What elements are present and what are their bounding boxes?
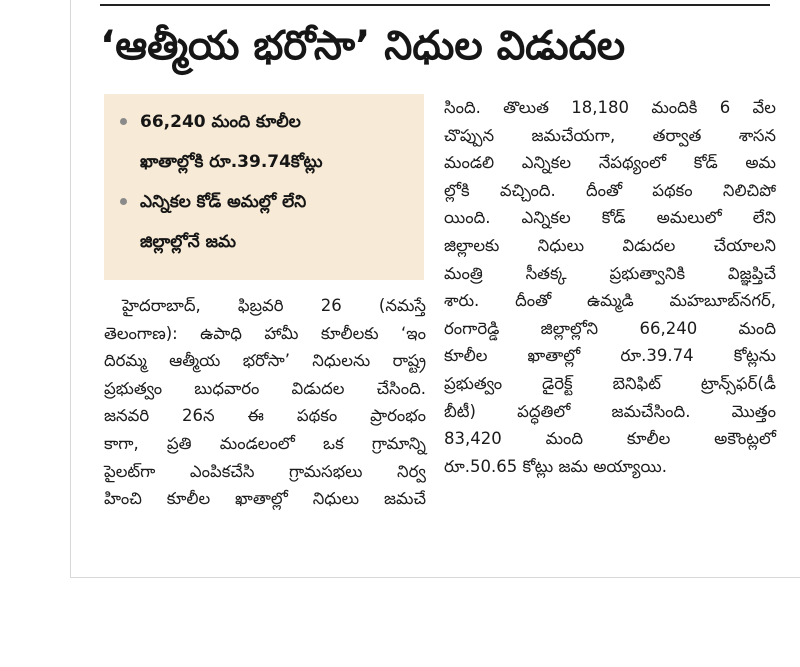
body-line: రూ.50.65 కోట్లు జమ అయ్యాయి. bbox=[444, 456, 667, 476]
highlight-item bbox=[116, 182, 416, 262]
body-line: కాగా, ప్రతి మండలంలో ఒక గ్రామాన్ని bbox=[104, 433, 426, 453]
body-line: దిరమ్మ ఆత్మీయ భరోసా’ నిధులను రాష్ట్ర bbox=[104, 351, 426, 371]
body-line: రంగారెడ్డి జిల్లాల్లోని 66,240 మంది bbox=[444, 318, 776, 338]
highlight-line: ఖాతాల్లోకి రూ.39.74కోట్లు bbox=[140, 152, 323, 172]
body-line: హైదరాబాద్, ఫిబ్రవరి 26 (నమస్తే bbox=[122, 296, 426, 315]
body-line: మంత్రి సీతక్క ప్రభుత్వానికి విజ్ఞప్తిచే bbox=[444, 263, 776, 283]
body-line: తెలంగాణ): ఉపాధి హామీ కూలీలకు ‘ఇం bbox=[104, 323, 426, 343]
body-line: ల్లోకి వచ్చింది. దీంతో పథకం నిలిచిపో bbox=[444, 180, 776, 200]
body-line: హించి కూలీల ఖాతాల్లో నిధులు జమచే bbox=[104, 489, 426, 509]
body-line: పైలట్‌గా ఎంపికచేసి గ్రామసభలు నిర్వ bbox=[104, 461, 426, 481]
top-rule bbox=[100, 4, 770, 6]
highlight-item bbox=[116, 102, 416, 182]
article-column-left bbox=[104, 292, 426, 513]
article-column-right bbox=[444, 94, 776, 480]
body-line: ప్రభుత్వం బుధవారం విడుదల చేసింది. bbox=[104, 378, 426, 398]
body-line: జనవరి 26న ఈ పథకం ప్రారంభం bbox=[104, 406, 426, 426]
highlight-line: జిల్లాల్లోనే జమ bbox=[140, 232, 236, 252]
body-line: యింది. ఎన్నికల కోడ్ అమలులో లేని bbox=[444, 208, 776, 228]
body-line: మండలి ఎన్నికల నేపథ్యంలో కోడ్ అమ bbox=[444, 153, 776, 173]
body-line: జిల్లాలకు నిధులు విడుదల చేయాలని bbox=[444, 235, 776, 255]
highlight-line: 66,240 మంది కూలీల bbox=[140, 112, 301, 132]
highlights-box bbox=[104, 94, 424, 280]
body-line: బీటీ) పద్ధతిలో జమచేసింది. మొత్తం bbox=[444, 401, 776, 421]
headline: ‘ఆత్మీయ భరోసా’ నిధుల విడుదల bbox=[100, 23, 626, 69]
body-line: శారు. దీంతో ఉమ్మడి మహబూబ్‌నగర్, bbox=[444, 291, 776, 311]
body-line: ప్రభుత్వం డైరెక్ట్ బెనిఫిట్ ట్రాన్స్‌ఫర్(డీ bbox=[444, 373, 776, 393]
bullet-icon bbox=[120, 118, 127, 125]
highlight-line: ఎన్నికల కోడ్ అమల్లో లేని bbox=[140, 192, 307, 212]
body-line: కూలీల ఖాతాల్లో రూ.39.74 కోట్లను bbox=[444, 346, 776, 366]
body-line: చొప్పున జమచేయగా, తర్వాత శాసన bbox=[444, 125, 776, 145]
body-line: సింది. తొలుత 18,180 మందికి 6 వేల bbox=[444, 98, 776, 117]
bullet-icon bbox=[120, 198, 127, 205]
body-line: 83,420 మంది కూలీల అకౌంట్లలో bbox=[444, 429, 776, 449]
